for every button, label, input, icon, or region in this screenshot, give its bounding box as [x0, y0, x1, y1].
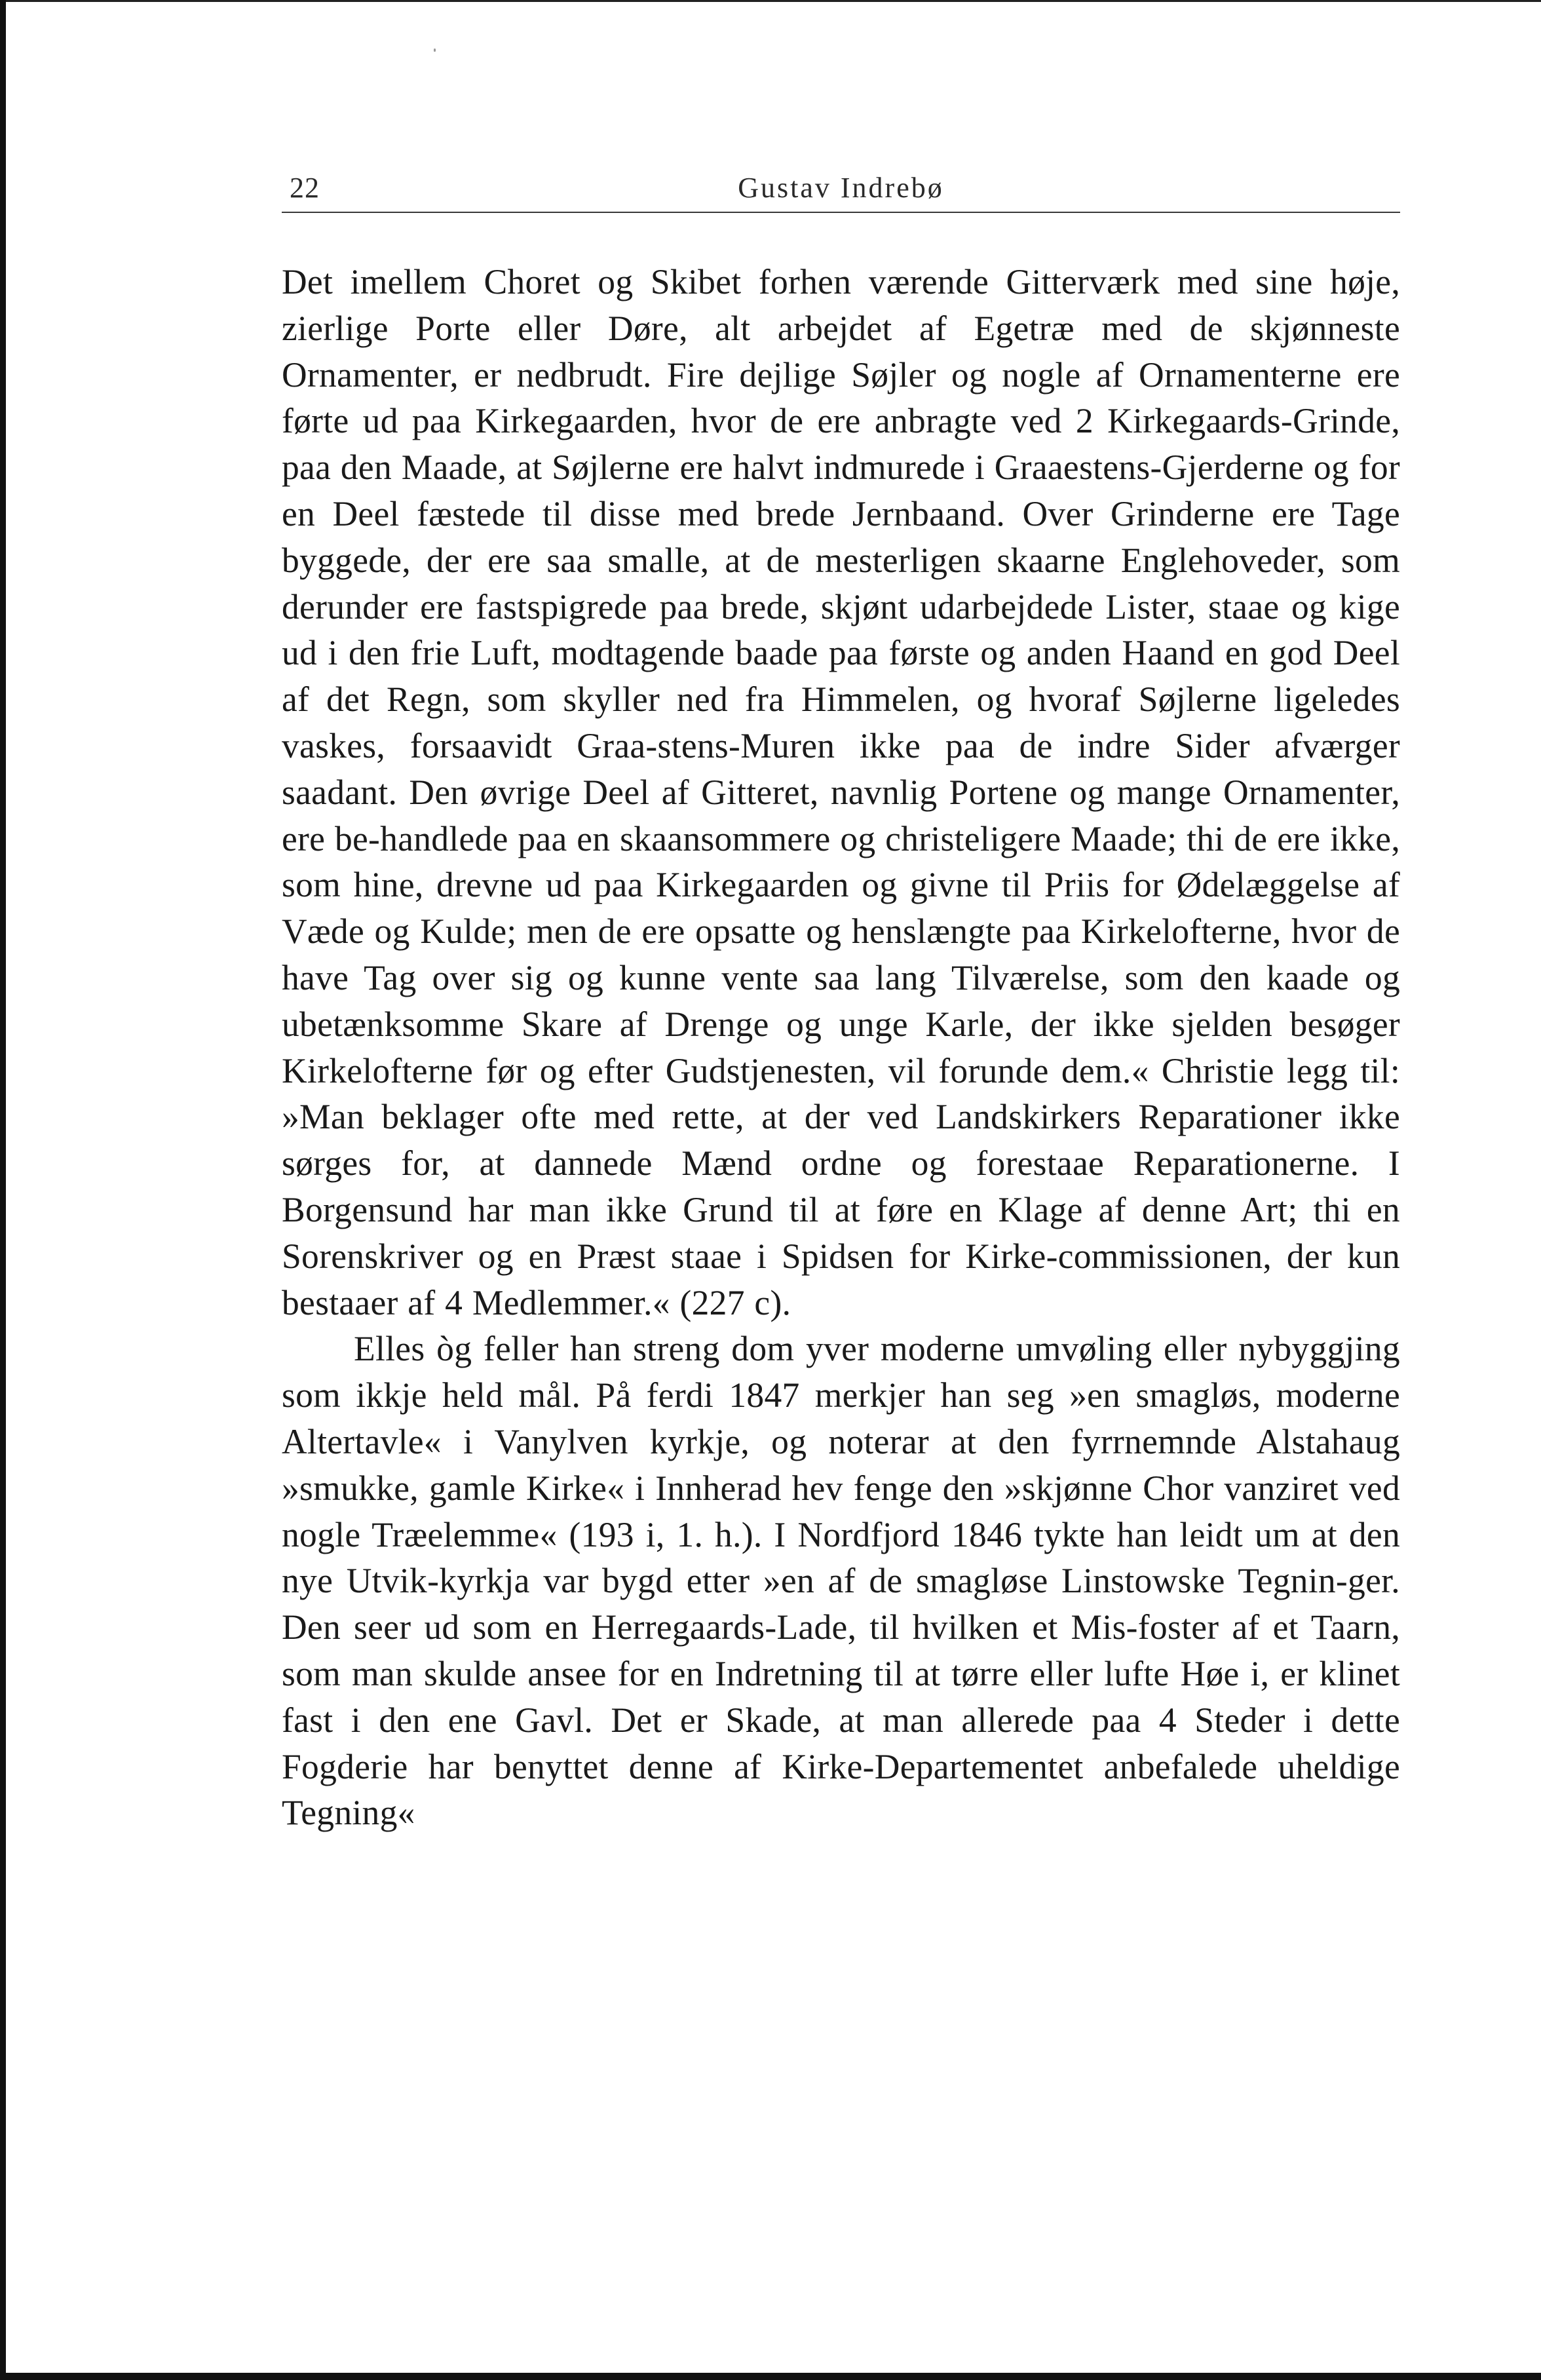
- paragraph: Elles òg feller han streng dom yver moderne umvøling eller nybyggjing som ikkje held mål. På ferdi 1847 merkjer han seg »en smagløs, moderne Altertavle« i Vanylven kyrkje, og noterar at den fyrrnemnde Alstahaug »smukke, gamle Kirke« i Innherad hev fenge den »skjønne Chor vanziret ved nogle Træelemme« (193 i, 1. h.). I Nordfjord 1846 tykte han leidt um at den nye Utvik-kyrkja var bygd etter »en af de smagløse Linstowske Tegnin-ger. Den seer ud som en Herregaards-Lade, til hvilken et Mis-foster af et Taarn, som man skulde ansee for en Indretning til at tørre eller lufte Høe i, er klinet fast i den ene Gavl. Det er Skade, at man allerede paa 4 Steder i dette Fogderie har benyttet denne af Kirke-Departementet anbefalede uheldige Tegning«: [282, 1329, 1400, 1833]
- book-page: [282, 167, 1400, 1836]
- header-rule: [282, 212, 1400, 213]
- running-title: Gustav Indrebø: [738, 172, 944, 204]
- running-head: [282, 167, 1400, 209]
- scan-edge-left: [0, 0, 6, 2380]
- paragraph: Det imellem Choret og Skibet forhen værende Gitterværk med sine høje, zierlige Porte eller Døre, alt arbejdet af Egetræ med de skjønneste Ornamenter, er nedbrudt. Fire dejlige Søjler og nogle af Ornamenterne ere førte ud paa Kirkegaarden, hvor de ere anbragte ved 2 Kirkegaards-Grinde, paa den Maade, at Søjlerne ere halvt indmurede i Graaestens-Gjerderne og for en Deel fæstede til disse med brede Jernbaand. Over Grinderne ere Tage byggede, der ere saa smalle, at de mesterligen skaarne Englehoveder, som derunder ere fastspigrede paa brede, skjønt udarbejdede Lister, staae og kige ud i den frie Luft, modtagende baade paa første og anden Haand en god Deel af det Regn, som skyller ned fra Himmelen, og hvoraf Søjlerne ligeledes vaskes, forsaavidt Graa-stens-Muren ikke paa de indre Sider afværger saadant. Den øvrige Deel af Gitteret, navnlig Portene og mange Ornamenter, ere be-handlede paa en skaansommere og christeligere Maade; thi de ere ikke, som hine, drevne ud paa Kirkegaarden og givne til Priis for Ødelæggelse af Væde og Kulde; men de ere opsatte og henslængte paa Kirkelofterne, hvor de have Tag over sig og kunne vente saa lang Tilværelse, som den kaade og ubetænksomme Skare af Drenge og unge Karle, der ikke sjelden besøger Kirkelofterne før og efter Gudstjenesten, vil forunde dem.« Christie legg til: »Man beklager ofte med rette, at der ved Landskirkers Reparationer ikke sørges for, at dannede Mænd ordne og forestaae Reparationerne. I Borgensund har man ikke Grund til at føre en Klage af denne Art; thi en Sorenskriver og en Præst staae i Spidsen for Kirke-commissionen, der kun bestaaer af 4 Medlemmer.« (227 c).: [282, 262, 1400, 1322]
- body-text: [282, 259, 1400, 1836]
- scan-speck: [434, 48, 436, 52]
- scan-edge-top: [0, 0, 1541, 2]
- scan-edge-bottom: [0, 2373, 1541, 2380]
- page-number: 22: [290, 172, 320, 204]
